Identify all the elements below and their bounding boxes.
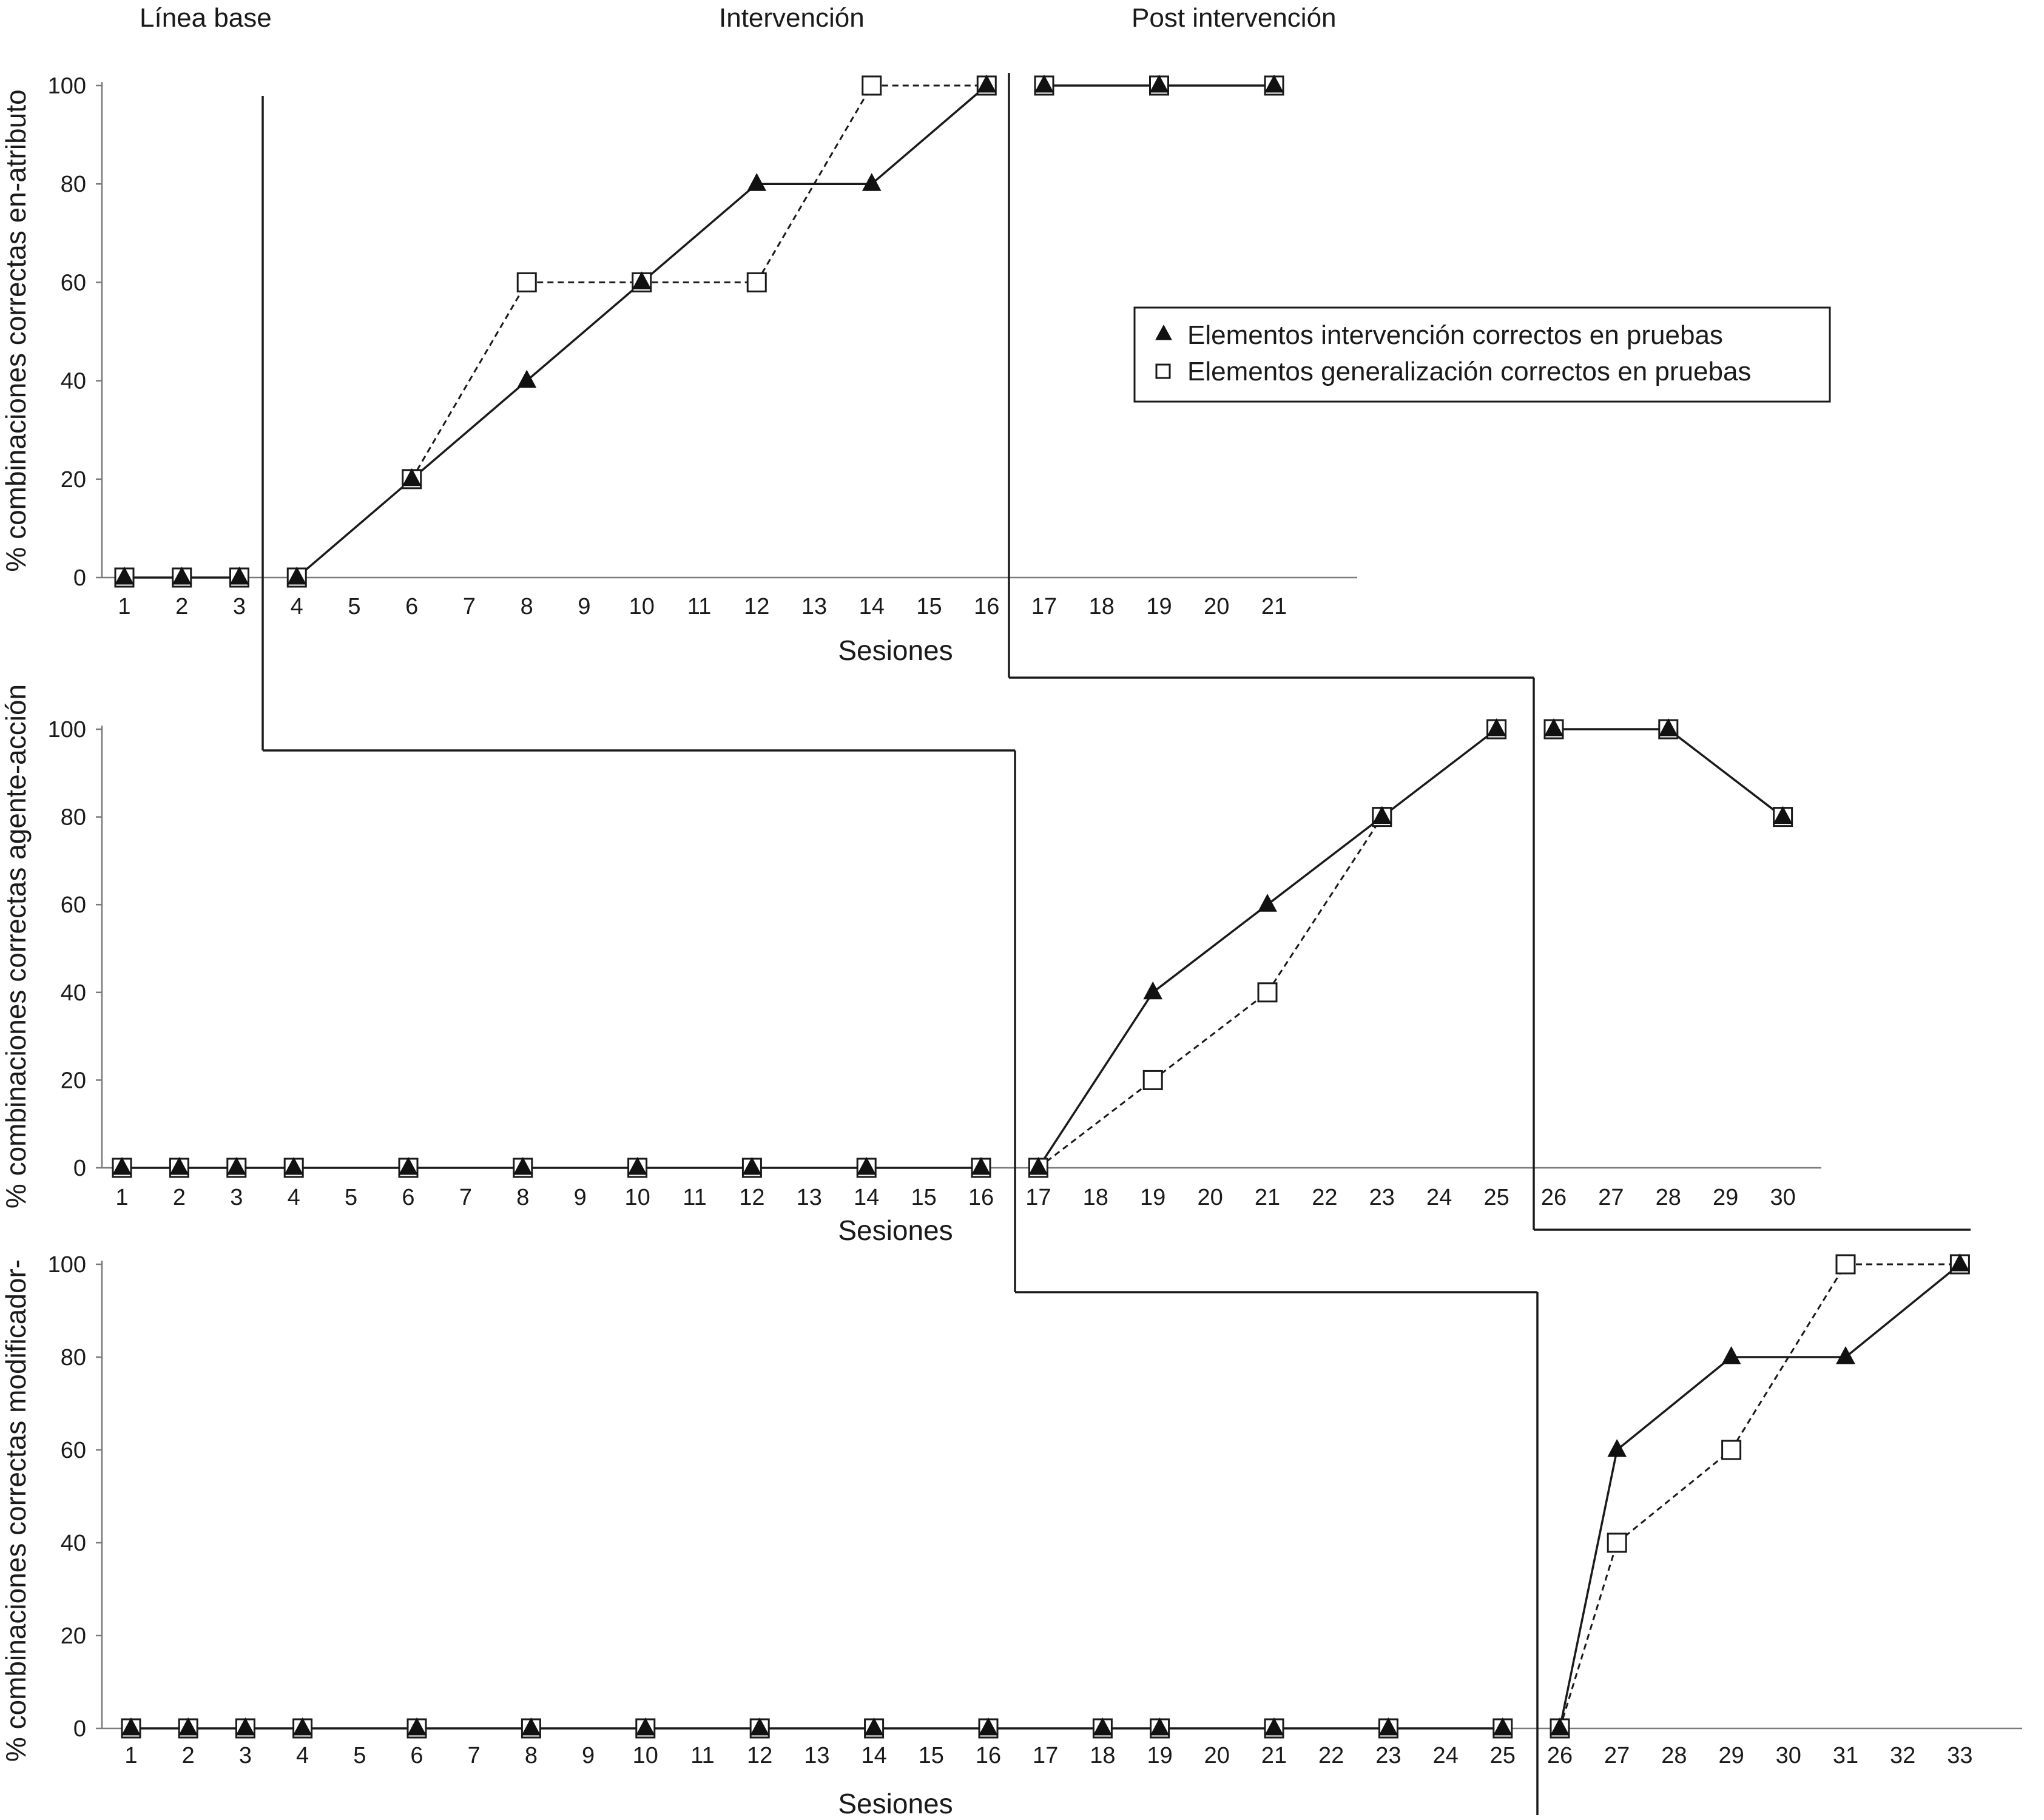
x-tick-label: 12 [739,1185,765,1210]
phase-labels [140,3,1337,33]
legend-square-marker [1156,365,1170,378]
x-tick-label: 33 [1947,1743,1973,1768]
x-tick-label: 9 [573,1185,587,1210]
x-tick-label: 15 [911,1185,937,1210]
x-tick-label: 3 [238,1743,252,1768]
intervention-point [1837,1347,1855,1364]
x-tick-label: 24 [1426,1185,1452,1210]
generalization-point [1837,1255,1855,1273]
x-tick-label: 13 [796,1185,822,1210]
generalization-line-segment [1617,1450,1731,1543]
x-tick-label: 4 [287,1185,300,1210]
generalization-point [1258,983,1277,1002]
intervention-point [1608,1440,1626,1457]
x-tick-label: 17 [1033,1743,1059,1768]
y-axis-title: % combinaciones correctas en-atributo [0,89,32,572]
x-tick-label: 12 [744,594,770,619]
generalization-line-segment [1267,817,1382,993]
x-tick-label: 2 [175,594,189,619]
x-tick-label: 27 [1604,1743,1630,1768]
y-tick-label: 100 [47,1252,86,1278]
generalization-point [1608,1534,1626,1552]
x-tick-label: 18 [1082,1185,1108,1210]
x-tick-label: 28 [1655,1185,1681,1210]
series-generalization [124,86,1274,578]
generalization-line-segment [1153,993,1267,1080]
intervention-line-segment [1267,817,1382,905]
y-tick-label: 40 [60,1531,86,1556]
panel-agente-accion [0,684,1821,1246]
x-tick-label: 29 [1718,1743,1744,1768]
x-tick-label: 22 [1318,1743,1344,1768]
x-tick-label: 21 [1254,1185,1281,1210]
generalization-point [1722,1441,1741,1459]
x-tick-label: 16 [968,1185,994,1210]
y-tick-label: 80 [60,1345,86,1370]
intervention-line-segment [1153,905,1267,993]
generalization-point [747,273,766,291]
x-tick-label: 22 [1312,1185,1338,1210]
y-tick-label: 40 [60,368,86,394]
x-tick-label: 28 [1661,1743,1687,1768]
x-tick-label: 13 [801,594,828,619]
intervention-point [518,371,536,388]
x-tick-label: 8 [520,594,533,619]
x-tick-label: 7 [459,1185,472,1210]
x-tick-label: 2 [181,1743,195,1768]
phase-label-baseline: Línea base [140,3,272,33]
y-tick-label: 20 [60,467,86,493]
x-tick-label: 15 [918,1743,944,1768]
y-tick-label: 80 [60,804,86,831]
x-tick-label: 7 [467,1743,481,1768]
y-tick-label: 0 [73,565,86,591]
x-tick-label: 30 [1770,1185,1796,1210]
x-tick-label: 10 [629,594,655,619]
x-tick-label: 19 [1140,1185,1166,1210]
x-tick-label: 20 [1204,594,1230,619]
x-tick-label: 19 [1146,594,1172,619]
generalization-line-segment [1560,1543,1617,1728]
intervention-line-segment [1617,1357,1731,1450]
generalization-line-segment [1038,1080,1153,1168]
x-tick-label: 1 [118,594,131,619]
generalization-line-segment [297,479,412,578]
x-tick-label: 18 [1088,594,1115,619]
legend-label-intervention: Elementos intervención correctos en pruebas [1187,320,1723,350]
y-tick-label: 100 [47,73,86,99]
y-tick-label: 80 [60,172,86,198]
panel-modificador-accion [0,1252,2022,1819]
series-intervention [131,1264,1960,1728]
intervention-line-segment [1038,993,1153,1168]
x-tick-label: 26 [1540,1185,1567,1210]
x-axis-title: Sesiones [838,635,953,666]
intervention-point [1722,1347,1741,1364]
intervention-point [1144,982,1162,999]
x-tick-label: 20 [1197,1185,1223,1210]
generalization-point [518,273,536,291]
x-tick-label: 10 [624,1185,650,1210]
x-tick-label: 32 [1890,1743,1916,1768]
x-axis-title: Sesiones [838,1788,953,1819]
x-tick-label: 5 [345,1185,358,1210]
intervention-line-segment [642,184,757,282]
x-axis-title: Sesiones [838,1215,953,1246]
x-tick-label: 14 [854,1185,880,1210]
x-tick-label: 9 [582,1743,595,1768]
x-tick-label: 7 [462,594,476,619]
generalization-point [863,76,881,95]
x-tick-label: 14 [861,1743,887,1768]
x-tick-label: 12 [747,1743,773,1768]
x-tick-label: 3 [230,1185,243,1210]
series-intervention [124,86,1274,578]
y-axis-title: % combinaciones correctas agente-acción [0,684,32,1209]
x-tick-label: 25 [1489,1743,1516,1768]
y-tick-label: 0 [73,1716,86,1742]
y-tick-label: 60 [60,892,86,918]
x-tick-label: 5 [353,1743,366,1768]
x-tick-label: 23 [1369,1185,1395,1210]
x-tick-label: 5 [348,594,361,619]
series-generalization [131,1264,1960,1728]
y-tick-label: 100 [47,717,86,743]
intervention-line-segment [1560,1450,1617,1728]
phase-label-post-intervention: Post intervención [1132,3,1337,33]
x-tick-label: 19 [1147,1743,1173,1768]
x-tick-label: 6 [405,594,419,619]
y-tick-label: 0 [73,1156,86,1181]
legend-label-generalization: Elementos generalización correctos en pruebas [1187,357,1752,386]
x-tick-label: 26 [1546,1743,1573,1768]
x-tick-label: 4 [290,594,303,619]
x-tick-label: 6 [410,1743,423,1768]
y-axis-title: % combinaciones correctas modificador- [0,1259,32,1762]
legend [1135,308,1830,402]
x-tick-label: 16 [975,1743,1002,1768]
x-tick-label: 17 [1031,594,1057,619]
y-tick-label: 20 [60,1068,86,1094]
x-tick-label: 1 [115,1185,129,1210]
x-tick-label: 14 [858,594,885,619]
intervention-line-segment [1846,1264,1960,1357]
x-tick-label: 11 [687,594,712,619]
intervention-line-segment [412,381,527,479]
x-tick-label: 4 [296,1743,309,1768]
x-tick-label: 31 [1832,1743,1859,1768]
x-tick-label: 3 [232,594,246,619]
x-tick-label: 10 [632,1743,658,1768]
x-tick-label: 17 [1025,1185,1051,1210]
x-tick-label: 24 [1432,1743,1459,1768]
x-tick-label: 23 [1375,1743,1401,1768]
y-tick-label: 40 [60,980,86,1006]
x-tick-label: 1 [124,1743,138,1768]
x-tick-label: 8 [516,1185,530,1210]
intervention-point [863,174,881,190]
intervention-line-segment [872,86,987,184]
x-tick-label: 21 [1261,594,1287,619]
generalization-line-segment [412,282,527,479]
x-tick-label: 15 [916,594,942,619]
x-tick-label: 16 [974,594,1000,619]
x-tick-label: 29 [1713,1185,1739,1210]
y-tick-label: 60 [60,1438,86,1463]
x-tick-label: 20 [1204,1743,1230,1768]
x-tick-label: 25 [1483,1185,1509,1210]
x-tick-label: 11 [690,1743,715,1768]
generalization-point [1144,1071,1162,1089]
intervention-point [1258,894,1277,911]
x-tick-label: 2 [172,1185,186,1210]
phase-label-intervention: Intervención [719,3,865,33]
x-tick-label: 18 [1090,1743,1116,1768]
intervention-point [747,174,766,190]
y-tick-label: 60 [60,270,86,296]
x-tick-label: 6 [402,1185,415,1210]
intervention-line-segment [527,282,642,380]
x-tick-label: 13 [804,1743,830,1768]
x-tick-label: 8 [524,1743,538,1768]
x-tick-label: 30 [1775,1743,1801,1768]
y-tick-label: 20 [60,1623,86,1649]
x-tick-label: 9 [578,594,591,619]
x-tick-label: 11 [683,1185,707,1210]
x-tick-label: 27 [1598,1185,1624,1210]
x-tick-label: 21 [1261,1743,1287,1768]
